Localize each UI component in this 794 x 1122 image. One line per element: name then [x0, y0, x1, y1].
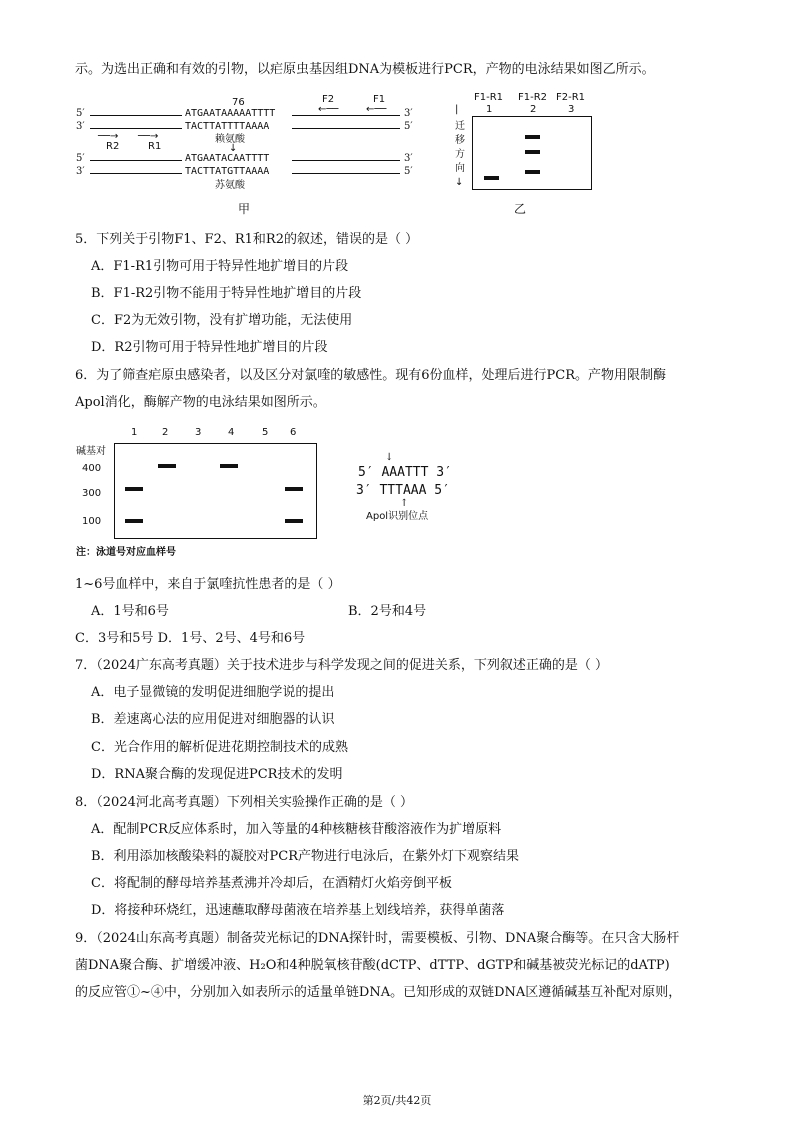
- lane-num-1: 1: [486, 104, 493, 115]
- strand-line: [292, 160, 400, 161]
- q5-option-a[interactable]: A．F1-R1引物可用于特异性地扩增目的片段: [91, 259, 349, 274]
- q5-option-d[interactable]: D．R2引物可用于特异性地扩增目的片段: [91, 340, 328, 355]
- q5-stem: 5．下列关于引物F1、F2、R1和R2的叙述，错误的是（ ）: [75, 232, 419, 247]
- cut-arrow-icon: ↓: [385, 452, 394, 463]
- gel-size-100: 100: [82, 516, 102, 527]
- gel-lane-4: 4: [228, 427, 235, 438]
- q7-option-b[interactable]: B．差速离心法的应用促进对细胞器的认识: [91, 712, 335, 727]
- q9-line1: 9．（2024山东高考真题）制备荧光标记的DNA探针时，需要模板、引物、DNA聚合酶等。在只含大肠杆: [75, 931, 680, 946]
- figure-jia-caption: 甲: [238, 202, 251, 216]
- gel-lane-2: 2: [162, 427, 169, 438]
- gel-lane-6: 6: [290, 427, 297, 438]
- strand2-bot-3end: 3′: [76, 166, 85, 177]
- intro-text: 示。为选出正确和有效的引物，以疟原虫基因组DNA为模板进行PCR，产物的电泳结果如图乙所示。: [75, 62, 655, 77]
- primer-f2-label: F2: [322, 94, 335, 105]
- migration-label: 迁 移 方 向: [455, 121, 465, 174]
- gel-yi-band: [484, 176, 499, 180]
- strand2-bot-5end: 5′: [404, 166, 413, 177]
- strand1-bot-5end: 5′: [404, 121, 413, 132]
- figure-yi-caption: 乙: [514, 202, 527, 216]
- primer-f1-label: F1: [373, 94, 386, 105]
- strand1-bot-3end: 3′: [76, 121, 85, 132]
- q9-line2: 菌DNA聚合酶、扩增缓冲液、H₂O和4种脱氧核苷酸(dCTP、dTTP、dGTP和碱基被荧光标记的dATP): [75, 958, 670, 973]
- q8-option-b[interactable]: B．利用添加核酸染料的凝胶对PCR产物进行电泳后，在紫外灯下观察结果: [91, 849, 520, 864]
- strand-line: [90, 173, 182, 174]
- lane-num-2: 2: [530, 104, 537, 115]
- q6-option-b[interactable]: B．2号和4号: [348, 604, 427, 619]
- site-top-seq: 5′ AAATTT 3′: [358, 465, 452, 480]
- q6-stem-line2: Apol消化，酶解产物的电泳结果如图所示。: [75, 395, 326, 410]
- strand1-top-3end: 3′: [404, 108, 413, 119]
- strand-line: [292, 115, 400, 116]
- gel-ylabel: 碱基对: [76, 446, 106, 457]
- arrow-down-icon: ↓: [229, 143, 238, 154]
- gel-yi-band: [525, 170, 540, 174]
- q7-stem: 7．（2024广东高考真题）关于技术进步与科学发现之间的促进关系，下列叙述正确的是（ ）: [75, 658, 608, 673]
- q5-option-b[interactable]: B．F1-R2引物不能用于特异性地扩增目的片段: [91, 286, 362, 301]
- q6-question: 1~6号血样中，来自于氯喹抗性患者的是（ ）: [75, 577, 341, 592]
- gel-band: [285, 487, 303, 491]
- site-bot-seq: 3′ TTTAAA 5′: [356, 483, 450, 498]
- gel-band: [220, 464, 238, 468]
- seq1-bot: TACTTATTTTAAAA: [185, 121, 270, 132]
- q7-option-a[interactable]: A．电子显微镜的发明促进细胞学说的提出: [91, 685, 335, 700]
- gel-band: [125, 519, 143, 523]
- gel-band: [125, 487, 143, 491]
- strand-line: [90, 115, 182, 116]
- q6-option-cd[interactable]: C．3号和5号 D．1号、2号、4号和6号: [75, 631, 306, 646]
- primer-f2-arrow: ←──: [318, 104, 339, 115]
- q8-option-d[interactable]: D．将接种环烧红，迅速蘸取酵母菌液在培养基上划线培养，获得单菌落: [91, 903, 505, 918]
- strand2-top-3end: 3′: [404, 153, 413, 164]
- strand1-top-5end: 5′: [76, 108, 85, 119]
- q6-stem-line1: 6．为了筛查疟原虫感染者，以及区分对氯喹的敏感性。现有6份血样，处理后进行PCR。产物用限制酶: [75, 368, 667, 383]
- seq2-bot: TACTTATGTTAAAA: [185, 166, 270, 177]
- lane-name-1: F1-R1: [474, 92, 504, 103]
- page-footer: 第2页/共42页: [362, 1094, 432, 1107]
- amino-acid-lys: 赖氨酸: [215, 134, 245, 145]
- seq1-top: ATGAATAAAAATTTT: [185, 108, 276, 119]
- lane-name-3: F2-R1: [556, 92, 586, 103]
- strand-line: [90, 128, 182, 129]
- gel-lane-1: 1: [131, 427, 138, 438]
- q9-line3: 的反应管①~④中，分别加入如表所示的适量单链DNA。已知形成的双链DNA区遵循碱基互补配对原则，: [75, 985, 682, 1000]
- strand-line: [292, 128, 400, 129]
- gel-lane-5: 5: [262, 427, 269, 438]
- q5-option-c[interactable]: C．F2为无效引物，没有扩增功能，无法使用: [91, 313, 353, 328]
- primer-f1-arrow: ←──: [366, 104, 387, 115]
- q8-stem: 8．（2024河北高考真题）下列相关实验操作正确的是（ ）: [75, 795, 413, 810]
- cut-arrow-up-icon: ↑: [400, 498, 409, 509]
- gel-lane-3: 3: [195, 427, 202, 438]
- primer-r1-label: R1: [148, 141, 162, 152]
- strand-line: [90, 160, 182, 161]
- lane-name-2: F1-R2: [518, 92, 548, 103]
- amino-acid-thr: 苏氨酸: [215, 180, 245, 191]
- primer-r1-arrow: ──→: [138, 131, 159, 142]
- q7-option-d[interactable]: D．RNA聚合酶的发现促进PCR技术的发明: [91, 767, 343, 782]
- strand-line: [292, 173, 400, 174]
- q7-option-c[interactable]: C．光合作用的解析促进花期控制技术的成熟: [91, 740, 348, 755]
- site-label: Apol识别位点: [366, 511, 429, 522]
- primer-r2-label: R2: [106, 141, 120, 152]
- q8-option-c[interactable]: C．将配制的酵母培养基煮沸并冷却后，在酒精灯火焰旁倒平板: [91, 876, 452, 891]
- migration-arrow-icon: ↓: [455, 177, 464, 188]
- migration-bar: |: [455, 104, 459, 115]
- primer-r2-arrow: ──→: [98, 131, 119, 142]
- q8-option-a[interactable]: A．配制PCR反应体系时，加入等量的4种核糖核苷酸溶液作为扩增原料: [91, 822, 502, 837]
- gel-band: [158, 464, 176, 468]
- gel-size-300: 300: [82, 488, 102, 499]
- gel-yi-band: [525, 135, 540, 139]
- gel-band: [285, 519, 303, 523]
- q6-option-a[interactable]: A．1号和6号: [91, 604, 169, 619]
- gel-size-400: 400: [82, 463, 102, 474]
- position-76-label: 76: [232, 97, 245, 108]
- gel-note: 注：泳道号对应血样号: [76, 547, 176, 558]
- strand2-top-5end: 5′: [76, 153, 85, 164]
- lane-num-3: 3: [568, 104, 575, 115]
- seq2-top: ATGAATACAATTTT: [185, 153, 270, 164]
- gel-yi-band: [525, 150, 540, 154]
- gel-6lane: [114, 443, 317, 539]
